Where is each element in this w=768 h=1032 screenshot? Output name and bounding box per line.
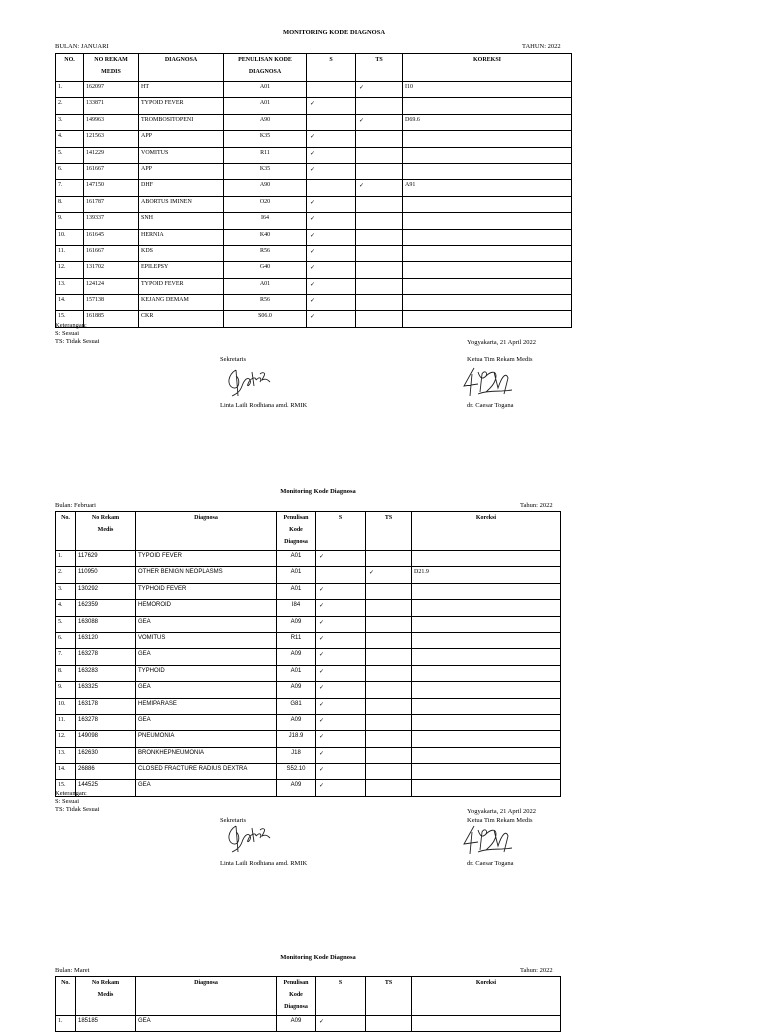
diagnosis-cell: TYPHOID FEVER (136, 583, 277, 599)
tidak-sesuai-check (356, 278, 403, 294)
tidak-sesuai-check (366, 583, 412, 599)
correction-cell (412, 780, 561, 796)
sesuai-check (307, 114, 356, 130)
correction-cell (412, 731, 561, 747)
diagnosis-cell: GEA (136, 714, 277, 730)
diagnosis-code: K35 (224, 163, 307, 179)
tidak-sesuai-check (366, 747, 412, 763)
diagnosis-cell: BRONKHEPNEUMONIA (136, 747, 277, 763)
col-no: No. (56, 512, 76, 551)
diagnosis-code: O20 (224, 196, 307, 212)
diagnosis-cell: GEA (136, 1016, 277, 1032)
medical-record-number: 149963 (84, 114, 139, 130)
col-s: S (316, 512, 366, 551)
table-row (56, 131, 572, 147)
legend: Keterangan: S: Sesuai TS: Tidak Sesuai (55, 322, 100, 345)
sesuai-check: ✓ (316, 731, 366, 747)
medical-record-number: 133871 (84, 98, 139, 114)
table-body (56, 551, 561, 797)
sesuai-check: ✓ (307, 278, 356, 294)
table-row (56, 583, 561, 599)
secretary-signature (222, 822, 278, 858)
medical-record-number: 131702 (84, 262, 139, 278)
medical-record-number: 163325 (76, 682, 136, 698)
table-row (56, 311, 572, 327)
medical-record-number: 117629 (76, 551, 136, 567)
correction-cell (403, 278, 572, 294)
row-number: 8. (56, 196, 84, 212)
tidak-sesuai-check (366, 698, 412, 714)
sesuai-check: ✓ (307, 262, 356, 278)
correction-cell: D21.9 (412, 567, 561, 583)
diagnosis-cell: HT (139, 82, 224, 98)
correction-cell: D69.6 (403, 114, 572, 130)
diagnosis-code: A01 (224, 278, 307, 294)
correction-cell (403, 163, 572, 179)
sesuai-check (307, 82, 356, 98)
tidak-sesuai-check (366, 600, 412, 616)
medical-record-number: 163278 (76, 714, 136, 730)
sesuai-check: ✓ (307, 213, 356, 229)
col-kode: Penulisan Kode Diagnosa (277, 977, 316, 1016)
diagnosis-cell: APP (139, 163, 224, 179)
chief-signature (460, 824, 520, 858)
diagnosis-cell: ABORTUS IMINEN (139, 196, 224, 212)
correction-cell: A91 (403, 180, 572, 196)
diagnosis-code: R11 (224, 147, 307, 163)
sesuai-check (307, 180, 356, 196)
year-label: Tahun: 2022 (520, 967, 553, 974)
correction-cell (412, 632, 561, 648)
table-body (56, 82, 572, 328)
row-number: 3. (56, 583, 76, 599)
row-number: 7. (56, 649, 76, 665)
diagnosis-cell: TYPOID FEVER (139, 278, 224, 294)
diagnosis-cell: GEA (136, 682, 277, 698)
page-title: MONITORING KODE DIAGNOSA (282, 29, 386, 36)
diagnosis-code: A09 (277, 649, 316, 665)
table-row (56, 114, 572, 130)
diagnosis-code: K40 (224, 229, 307, 245)
year-label: TAHUN: 2022 (522, 43, 561, 50)
sesuai-check: ✓ (307, 98, 356, 114)
diagnosis-code: I64 (224, 213, 307, 229)
medical-record-number: 157138 (84, 295, 139, 311)
month-label: Bulan: Februari (55, 502, 96, 509)
tidak-sesuai-check (366, 649, 412, 665)
tidak-sesuai-check (356, 147, 403, 163)
correction-cell (412, 764, 561, 780)
diagnosis-code: A90 (224, 114, 307, 130)
medical-record-number: 110950 (76, 567, 136, 583)
tidak-sesuai-check (366, 665, 412, 681)
table-row (56, 714, 561, 730)
table-row (56, 632, 561, 648)
tidak-sesuai-check (356, 245, 403, 261)
diagnosis-code: A01 (277, 551, 316, 567)
col-ts: TS (366, 977, 412, 1016)
medical-record-number: 163278 (76, 649, 136, 665)
secretary-role: Sekretaris (220, 356, 246, 363)
diagnosis-cell: DHF (139, 180, 224, 196)
table-row (56, 180, 572, 196)
medical-record-number: 161667 (84, 245, 139, 261)
tidak-sesuai-check (356, 163, 403, 179)
year-label: Tahun: 2022 (520, 502, 553, 509)
col-s: S (307, 54, 356, 82)
correction-cell (412, 600, 561, 616)
tidak-sesuai-check (366, 682, 412, 698)
correction-cell (412, 665, 561, 681)
col-kode: PENULISAN KODE DIAGNOSA (224, 54, 307, 82)
sesuai-check: ✓ (316, 649, 366, 665)
table-row (56, 747, 561, 763)
col-diagnosa: DIAGNOSA (139, 54, 224, 82)
diagnosis-code: R56 (224, 295, 307, 311)
row-number: 1. (56, 82, 84, 98)
correction-cell (403, 147, 572, 163)
row-number: 2. (56, 567, 76, 583)
medical-record-number: 147150 (84, 180, 139, 196)
sesuai-check (316, 567, 366, 583)
tidak-sesuai-check: ✓ (356, 180, 403, 196)
row-number: 4. (56, 131, 84, 147)
diagnosis-code: A09 (277, 682, 316, 698)
diagnosis-cell: KDS (139, 245, 224, 261)
medical-record-number: 163088 (76, 616, 136, 632)
table-row (56, 731, 561, 747)
diagnosis-code: R11 (277, 632, 316, 648)
secretary-name: Linta Laili Rodhiana amd. RMIK (220, 860, 308, 867)
table-row (56, 682, 561, 698)
table-row (56, 665, 561, 681)
row-number: 13. (56, 747, 76, 763)
correction-cell (403, 245, 572, 261)
diagnosis-code: J18.9 (277, 731, 316, 747)
tidak-sesuai-check (356, 98, 403, 114)
diagnosis-cell: GEA (136, 616, 277, 632)
row-number: 14. (56, 295, 84, 311)
diagnosis-cell: KEJANG DEMAM (139, 295, 224, 311)
diagnosis-code: A09 (277, 714, 316, 730)
diagnosis-cell: VOMITUS (136, 632, 277, 648)
correction-cell (412, 714, 561, 730)
month-label: BULAN: JANUARI (55, 43, 109, 50)
medical-record-number: 130292 (76, 583, 136, 599)
diagnosis-code: A90 (224, 180, 307, 196)
diagnosis-code: S52.10 (277, 764, 316, 780)
table-row (56, 295, 572, 311)
table-row (56, 600, 561, 616)
row-number: 11. (56, 714, 76, 730)
row-number: 8. (56, 665, 76, 681)
correction-cell: I10 (403, 82, 572, 98)
tidak-sesuai-check (366, 780, 412, 796)
diagnosis-code: A09 (277, 616, 316, 632)
diagnosis-code: G81 (277, 698, 316, 714)
table-row (56, 567, 561, 583)
tidak-sesuai-check: ✓ (356, 114, 403, 130)
diagnosis-code: A09 (277, 780, 316, 796)
sesuai-check: ✓ (307, 147, 356, 163)
tidak-sesuai-check (356, 131, 403, 147)
row-number: 4. (56, 600, 76, 616)
signing-date: Yogyakarta, 21 April 2022 (467, 808, 537, 815)
table-row (56, 147, 572, 163)
diagnosis-code: S06.0 (224, 311, 307, 327)
correction-cell (412, 583, 561, 599)
row-number: 9. (56, 213, 84, 229)
diagnosis-cell: TROMBOSITOPENI (139, 114, 224, 130)
table-row (56, 551, 561, 567)
tidak-sesuai-check (366, 764, 412, 780)
medical-record-number: 161645 (84, 229, 139, 245)
tidak-sesuai-check: ✓ (356, 82, 403, 98)
table-row (56, 278, 572, 294)
col-koreksi: Koreksi (412, 512, 561, 551)
tidak-sesuai-check (366, 551, 412, 567)
col-rekam: No Rekam Medis (76, 512, 136, 551)
diagnosis-cell: TYPOID FEVER (139, 98, 224, 114)
table-row (56, 213, 572, 229)
medical-record-number: 141229 (84, 147, 139, 163)
sesuai-check: ✓ (316, 616, 366, 632)
chief-signature (460, 366, 520, 400)
diagnosis-table (55, 53, 572, 328)
diagnosis-code: J18 (277, 747, 316, 763)
medical-record-number: 161667 (84, 163, 139, 179)
sesuai-check: ✓ (316, 665, 366, 681)
diagnosis-cell: HEMIPARASE (136, 698, 277, 714)
col-rekam: No Rekam Medis (76, 977, 136, 1016)
tidak-sesuai-check (356, 311, 403, 327)
col-ts: TS (356, 54, 403, 82)
col-s: S (316, 977, 366, 1016)
col-rekam: NO REKAM MEDIS (84, 54, 139, 82)
chief-role: Ketua Tim Rekam Medis (467, 356, 533, 363)
diagnosis-code: R56 (224, 245, 307, 261)
row-number: 10. (56, 698, 76, 714)
sesuai-check: ✓ (316, 714, 366, 730)
diagnosis-code: K35 (224, 131, 307, 147)
tidak-sesuai-check (356, 213, 403, 229)
secretary-name: Linta Laili Rodhiana amd. RMIK (220, 402, 308, 409)
tidak-sesuai-check (356, 295, 403, 311)
row-number: 15. (56, 780, 76, 796)
medical-record-number: 163178 (76, 698, 136, 714)
diagnosis-cell: APP (139, 131, 224, 147)
diagnosis-code: A01 (277, 567, 316, 583)
sesuai-check: ✓ (316, 551, 366, 567)
col-koreksi: KOREKSI (403, 54, 572, 82)
diagnosis-code: A01 (224, 82, 307, 98)
sesuai-check: ✓ (307, 311, 356, 327)
table-row (56, 616, 561, 632)
medical-record-number: 149098 (76, 731, 136, 747)
table-row (56, 649, 561, 665)
row-number: 10. (56, 229, 84, 245)
sesuai-check: ✓ (316, 698, 366, 714)
medical-record-number: 162359 (76, 600, 136, 616)
secretary-role: Sekretaris (220, 817, 246, 824)
correction-cell (412, 747, 561, 763)
sesuai-check: ✓ (307, 196, 356, 212)
table-row (56, 229, 572, 245)
medical-record-number: 163120 (76, 632, 136, 648)
table-row (56, 196, 572, 212)
row-number: 2. (56, 98, 84, 114)
sesuai-check: ✓ (307, 295, 356, 311)
correction-cell (403, 295, 572, 311)
correction-cell (403, 229, 572, 245)
row-number: 13. (56, 278, 84, 294)
correction-cell (412, 682, 561, 698)
medical-record-number: 121563 (84, 131, 139, 147)
col-koreksi: Koreksi (412, 977, 561, 1016)
medical-record-number: 139337 (84, 213, 139, 229)
table-row (56, 98, 572, 114)
signing-date: Yogyakarta, 21 April 2022 (467, 339, 537, 346)
tidak-sesuai-check (366, 731, 412, 747)
sesuai-check: ✓ (316, 583, 366, 599)
tidak-sesuai-check (366, 616, 412, 632)
chief-role: Ketua Tim Rekam Medis (467, 817, 533, 824)
diagnosis-cell: CLOSED FRACTURE RADIUS DEXTRA (136, 764, 277, 780)
correction-cell (412, 649, 561, 665)
table-row (56, 245, 572, 261)
chief-name: dr. Caesar Togana (467, 860, 514, 867)
col-no: NO. (56, 54, 84, 82)
medical-record-number: 26886 (76, 764, 136, 780)
row-number: 12. (56, 731, 76, 747)
medical-record-number: 185185 (76, 1016, 136, 1032)
sesuai-check: ✓ (307, 245, 356, 261)
medical-record-number: 161787 (84, 196, 139, 212)
medical-record-number: 124124 (84, 278, 139, 294)
sesuai-check: ✓ (316, 632, 366, 648)
row-number: 5. (56, 147, 84, 163)
table-row (56, 262, 572, 278)
sesuai-check: ✓ (316, 682, 366, 698)
diagnosis-cell: GEA (136, 649, 277, 665)
sesuai-check: ✓ (307, 229, 356, 245)
correction-cell (403, 98, 572, 114)
col-no: No. (56, 977, 76, 1016)
medical-record-number: 161885 (84, 311, 139, 327)
diagnosis-cell: CKR (139, 311, 224, 327)
diagnosis-cell: PNEUMONIA (136, 731, 277, 747)
diagnosis-code: A01 (224, 98, 307, 114)
diagnosis-cell: TYPHOID (136, 665, 277, 681)
correction-cell (403, 196, 572, 212)
diagnosis-cell: HEMOROID (136, 600, 277, 616)
medical-record-number: 163283 (76, 665, 136, 681)
sesuai-check: ✓ (307, 131, 356, 147)
correction-cell (412, 616, 561, 632)
sesuai-check: ✓ (316, 600, 366, 616)
diagnosis-code: A01 (277, 583, 316, 599)
page-title: Monitoring Kode Diagnosa (280, 488, 356, 495)
tidak-sesuai-check (366, 714, 412, 730)
row-number: 5. (56, 616, 76, 632)
correction-cell (403, 131, 572, 147)
row-number: 9. (56, 682, 76, 698)
table-row (56, 780, 561, 796)
diagnosis-code: I84 (277, 600, 316, 616)
diagnosis-cell: GEA (136, 780, 277, 796)
chief-name: dr. Caesar Togana (467, 402, 514, 409)
correction-cell (403, 262, 572, 278)
row-number: 3. (56, 114, 84, 130)
correction-cell (412, 551, 561, 567)
month-label: Bulan: Maret (55, 967, 90, 974)
row-number: 12. (56, 262, 84, 278)
row-number: 1. (56, 551, 76, 567)
row-number: 14. (56, 764, 76, 780)
row-number: 1. (56, 1016, 76, 1032)
medical-record-number: 162630 (76, 747, 136, 763)
table-row (56, 698, 561, 714)
row-number: 6. (56, 632, 76, 648)
page-title: Monitoring Kode Diagnosa (280, 954, 356, 961)
col-diagnosa: Diagnosa (136, 512, 277, 551)
row-number: 7. (56, 180, 84, 196)
col-kode: Penulisan Kode Diagnosa (277, 512, 316, 551)
diagnosis-cell: HERNIA (139, 229, 224, 245)
row-number: 6. (56, 163, 84, 179)
diagnosis-code: A09 (277, 1016, 316, 1032)
tidak-sesuai-check (356, 262, 403, 278)
col-diagnosa: Diagnosa (136, 977, 277, 1016)
diagnosis-cell: EPILEPSY (139, 262, 224, 278)
diagnosis-cell: SNH (139, 213, 224, 229)
diagnosis-cell: TYPOID FEVER (136, 551, 277, 567)
sesuai-check: ✓ (307, 163, 356, 179)
row-number: 15. (56, 311, 84, 327)
tidak-sesuai-check (356, 196, 403, 212)
diagnosis-code: G40 (224, 262, 307, 278)
correction-cell (412, 698, 561, 714)
diagnosis-code: A01 (277, 665, 316, 681)
diagnosis-cell: OTHER BENIGN NEOPLASMS (136, 567, 277, 583)
correction-cell (403, 213, 572, 229)
tidak-sesuai-check: ✓ (366, 567, 412, 583)
table-row (56, 163, 572, 179)
sesuai-check: ✓ (316, 764, 366, 780)
sesuai-check: ✓ (316, 1016, 366, 1032)
col-ts: TS (366, 512, 412, 551)
row-number: 11. (56, 245, 84, 261)
medical-record-number: 162097 (84, 82, 139, 98)
sesuai-check: ✓ (316, 747, 366, 763)
diagnosis-cell: VOMITUS (139, 147, 224, 163)
tidak-sesuai-check (356, 229, 403, 245)
sesuai-check: ✓ (316, 780, 366, 796)
tidak-sesuai-check (366, 632, 412, 648)
secretary-signature (222, 366, 278, 402)
table-row (56, 764, 561, 780)
diagnosis-table (55, 511, 561, 797)
table-row (56, 82, 572, 98)
correction-cell (403, 311, 572, 327)
legend: Keterangan: S: Sesuai TS: Tidak Sesuai (55, 790, 100, 813)
medical-record-number: 144525 (76, 780, 136, 796)
